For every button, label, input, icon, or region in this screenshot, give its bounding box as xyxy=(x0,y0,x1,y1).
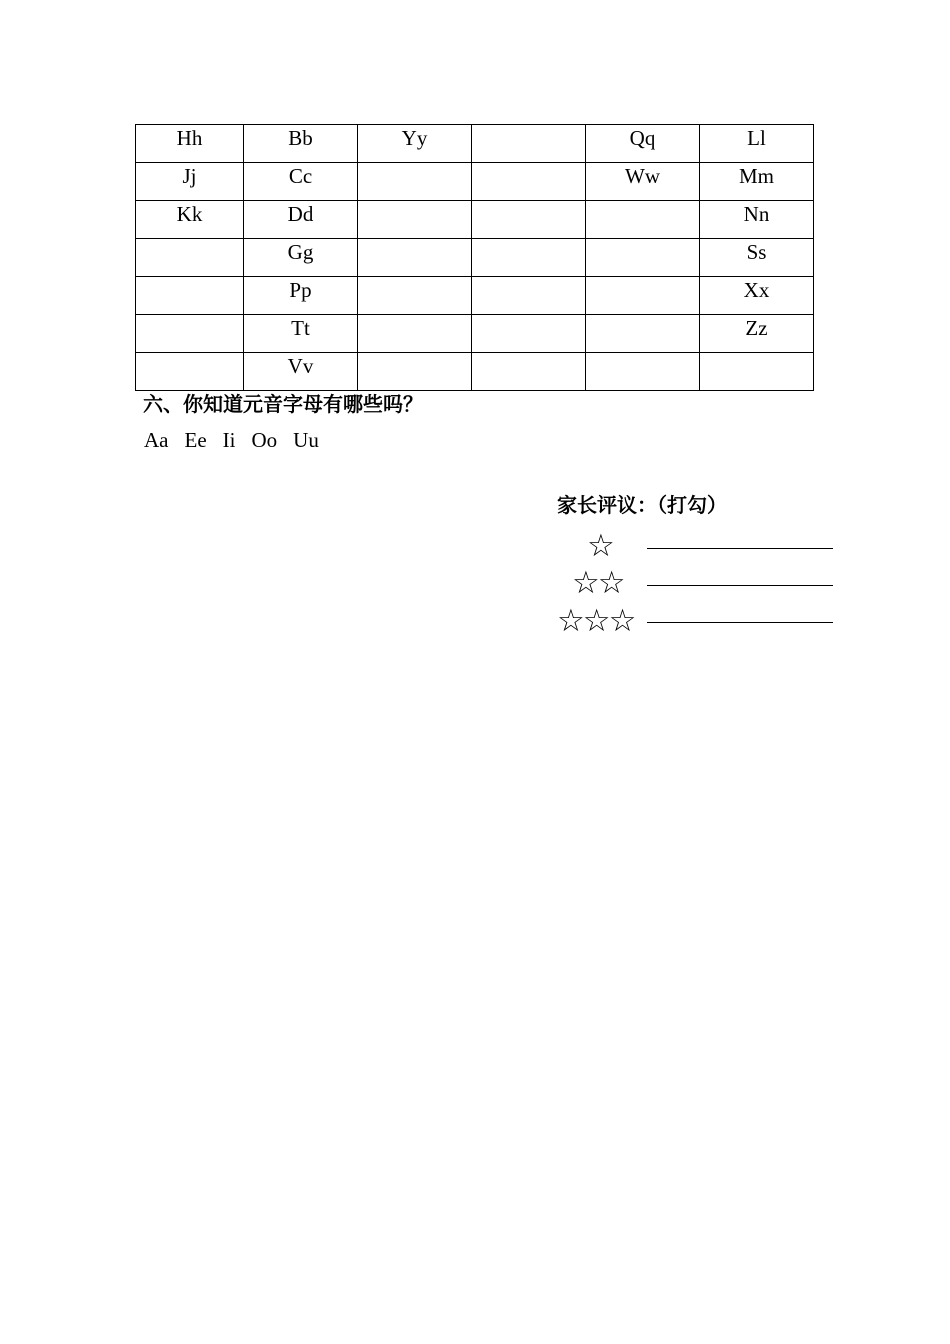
two-star-icon: ☆☆ xyxy=(572,565,624,600)
table-row xyxy=(136,163,814,201)
table-cell xyxy=(472,201,586,239)
section-six-heading: 六、你知道元音字母有哪些吗？ xyxy=(143,394,423,416)
letter-table xyxy=(135,124,814,391)
vowel-item: Uu xyxy=(293,428,319,452)
table-cell xyxy=(136,277,244,315)
table-cell: Ss xyxy=(700,239,814,277)
table-cell xyxy=(586,239,700,277)
table-cell xyxy=(472,125,586,163)
vowel-item: Ee xyxy=(184,428,207,452)
table-cell xyxy=(358,201,472,239)
one-star-icon: ☆ xyxy=(587,528,613,563)
table-cell: Nn xyxy=(700,201,814,239)
table-row xyxy=(136,201,814,239)
table-cell: Kk xyxy=(136,201,244,239)
two-star-answer-line[interactable] xyxy=(647,585,833,586)
table-cell: Jj xyxy=(136,163,244,201)
table-cell xyxy=(358,277,472,315)
table-cell xyxy=(472,163,586,201)
table-cell: Zz xyxy=(700,315,814,353)
table-cell: Ll xyxy=(700,125,814,163)
table-cell xyxy=(586,277,700,315)
table-row xyxy=(136,277,814,315)
table-cell: Bb xyxy=(244,125,358,163)
table-cell xyxy=(586,315,700,353)
table-cell xyxy=(358,239,472,277)
vowel-item: Aa xyxy=(144,428,169,452)
table-row xyxy=(136,125,814,163)
table-cell: Hh xyxy=(136,125,244,163)
vowel-item: Ii xyxy=(222,428,236,452)
table-cell xyxy=(358,353,472,391)
table-row xyxy=(136,353,814,391)
table-row xyxy=(136,239,814,277)
table-cell xyxy=(586,353,700,391)
table-cell xyxy=(136,353,244,391)
table-row xyxy=(136,315,814,353)
table-cell xyxy=(472,277,586,315)
table-cell: Yy xyxy=(358,125,472,163)
table-cell: Vv xyxy=(244,353,358,391)
table-cell: Mm xyxy=(700,163,814,201)
table-cell: Qq xyxy=(586,125,700,163)
vowel-item: Oo xyxy=(251,428,278,452)
table-cell: Xx xyxy=(700,277,814,315)
table-cell xyxy=(472,353,586,391)
three-star-icon: ☆☆☆ xyxy=(557,603,635,638)
table-cell xyxy=(472,315,586,353)
table-cell: Ww xyxy=(586,163,700,201)
table-cell xyxy=(472,239,586,277)
table-cell xyxy=(700,353,814,391)
table-cell: Gg xyxy=(244,239,358,277)
table-cell: Pp xyxy=(244,277,358,315)
table-cell: Cc xyxy=(244,163,358,201)
table-cell xyxy=(136,315,244,353)
parent-review-title: 家长评议：（打勾） xyxy=(557,495,727,517)
table-cell xyxy=(358,163,472,201)
three-star-answer-line[interactable] xyxy=(647,622,833,623)
table-cell xyxy=(136,239,244,277)
vowel-list xyxy=(144,427,319,453)
table-cell: Tt xyxy=(244,315,358,353)
table-cell xyxy=(586,201,700,239)
table-cell xyxy=(358,315,472,353)
one-star-answer-line[interactable] xyxy=(647,548,833,549)
table-cell: Dd xyxy=(244,201,358,239)
